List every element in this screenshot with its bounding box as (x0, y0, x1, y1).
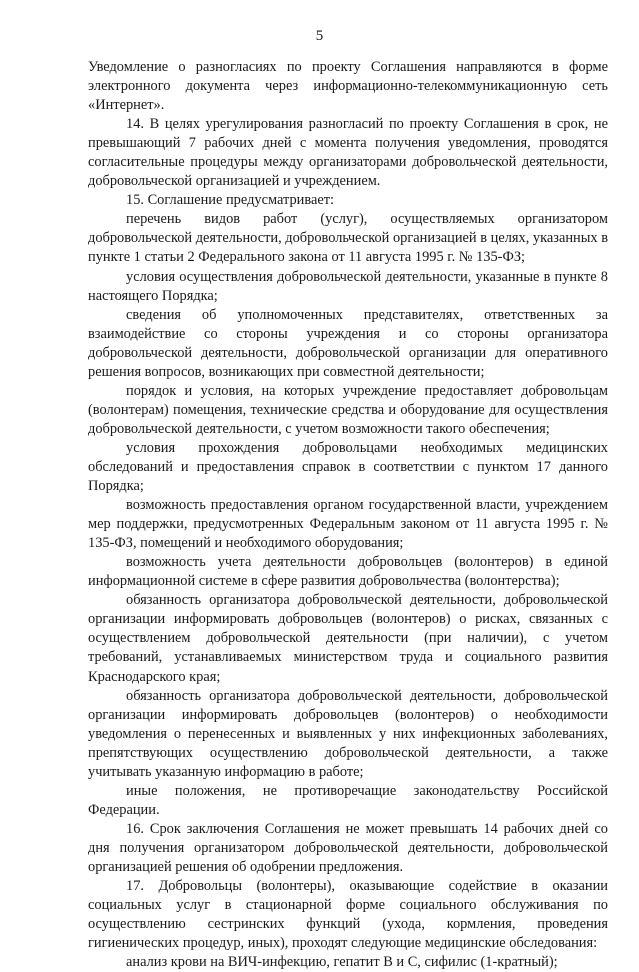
paragraph: обязанность организатора добровольческой деятельности, добровольческой организации информировать добровольцев (волонтеров) о рисках, связанных с осуществлением добровольческой деятельности (при наличии), с учетом требований, устанавливаемых министерством труда и социального развития Краснодарского края; (88, 592, 608, 685)
paragraph: сведения об уполномоченных представителях, ответственных за взаимодействие со стороны учреждения и со стороны организатора добровольческой деятельности, добровольческой организации для оперативного решения вопросов, возникающих при совместной деятельности; (88, 306, 608, 380)
paragraph: анализ крови на ВИЧ-инфекцию, гепатит В и С, сифилис (1-кратный); (126, 954, 558, 971)
paragraph: 15. Соглашение предусматривает: (126, 192, 335, 209)
paragraph: условия прохождения добровольцами необходимых медицинских обследований и предоставления справок в соответствии с пунктом 17 данного Порядка; (88, 439, 608, 495)
paragraph: возможность предоставления органом государственной власти, учреждением мер поддержки, предусмотренных Федеральным законом от 11 августа 1995 г. № 135-ФЗ, помещений и необходимого оборудования; (88, 497, 608, 552)
document-body (88, 58, 608, 972)
paragraph: возможность учета деятельности добровольцев (волонтеров) в единой информационной системе в сфере развития добровольчества (волонтерства); (88, 554, 608, 590)
paragraph: 14. В целях урегулирования разногласий по проекту Соглашения в срок, не превышающий 7 рабочих дней с момента получения уведомления, проводятся согласительные процедуры между организаторами добровольческой деятельности, добровольческой организацией и учреждением. (88, 116, 608, 190)
paragraph: порядок и условия, на которых учреждение предоставляет добровольцам (волонтерам) помещения, технические средства и оборудование для осуществления добровольческой деятельности, с учетом возможности такого обеспечения; (88, 382, 608, 437)
paragraph: иные положения, не противоречащие законодательству Российской Федерации. (88, 782, 608, 818)
paragraph: условия осуществления добровольческой деятельности, указанные в пункте 8 настоящего Порядка; (88, 268, 608, 304)
paragraph: Уведомление о разногласиях по проекту Соглашения направляются в форме электронного документа через информационно-телекоммуникационную сеть «Интернет». (88, 59, 608, 114)
paragraph: перечень видов работ (услуг), осуществляемых организатором добровольческой деятельности, добровольческой организацией в целях, указанных в пункте 1 статьи 2 Федерального закона от 11 августа 1995 г. № 135-ФЗ; (88, 211, 608, 266)
paragraph: обязанность организатора добровольческой деятельности, добровольческой организации информировать добровольцев (волонтеров) о необходимости уведомления о перенесенных и выявленных у них инфекционных заболеваниях, препятствующих осуществлению добровольческой деятельности, а также учитывать указанную информацию в работе; (88, 687, 608, 780)
page-number: 5 (315, 28, 324, 44)
paragraph: 17. Добровольцы (волонтеры), оказывающие содействие в оказании социальных услуг в стационарной форме социального обслуживания по осуществлению сестринских функций (ухода, кормления, проведения гигиенических процедур, иных), проходят следующие медицинские обследования: (88, 878, 608, 952)
paragraph: 16. Срок заключения Соглашения не может превышать 14 рабочих дней со дня получения организатором добровольческой деятельности, добровольческой организацией решения об одобрении предложения. (88, 820, 608, 875)
